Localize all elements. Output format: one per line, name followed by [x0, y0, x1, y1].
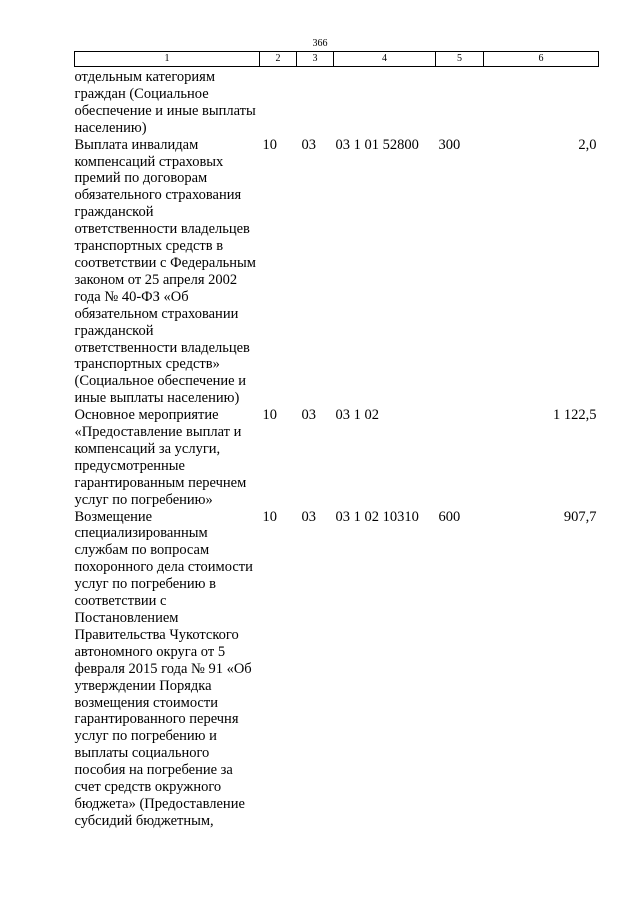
- row-expense-type: 300: [438, 136, 461, 153]
- row-subsection: 03: [301, 407, 316, 424]
- row-amount: 907,7: [563, 508, 597, 525]
- column-number-row: [75, 52, 599, 67]
- column-header-5: 5: [436, 52, 484, 67]
- budget-table: [74, 51, 599, 830]
- row-amount: 2,0: [578, 136, 597, 153]
- row-amount: 1 122,5: [553, 407, 597, 424]
- column-header-3: 3: [297, 52, 334, 67]
- row-section: 10: [262, 407, 277, 424]
- page-number: 366: [312, 38, 328, 49]
- table-row: [75, 137, 599, 408]
- row-target-article: 03 1 01 52800: [335, 136, 419, 153]
- row-target-article: [334, 67, 436, 137]
- row-section: 10: [262, 508, 277, 525]
- row-subsection: 03: [301, 508, 316, 525]
- row-section: [260, 67, 297, 137]
- row-target-article: 03 1 02: [335, 407, 379, 424]
- row-subsection: [297, 67, 334, 137]
- table-row: [75, 509, 599, 830]
- row-expense-type: [436, 67, 484, 137]
- column-header-4: 4: [334, 52, 436, 67]
- row-name: Выплата инвалидам компенсаций страховых премий по договорам обязательного страхования гражданской ответственности владельцев транспортных средств в соответствии с Федеральным законом от 25 апреля 2002 года № 40-ФЗ «Об обязательном страховании гражданской ответственности владельцев транспортных средств» (Социальное обеспечение и иные выплаты населению): [74, 136, 256, 407]
- row-expense-type: 600: [438, 508, 461, 525]
- table-row: [75, 407, 599, 508]
- row-name: Возмещение специализированным службам по вопросам похоронного дела стоимости услуг по погребению в соответствии с Постановлением Правительства Чукотского автономного округа от 5 февраля 2015 года № 91 «Об утверждении Порядка возмещения стоимости гарантированного перечня услуг по погребению и выплаты социального пособия на погребение за счет средств окружного бюджета» (Предоставление субсидий бюджетным,: [74, 508, 253, 829]
- column-header-6: 6: [484, 52, 599, 67]
- row-amount: [484, 67, 599, 137]
- column-header-1: 1: [75, 52, 260, 67]
- row-target-article: 03 1 02 10310: [335, 508, 419, 525]
- row-subsection: 03: [301, 136, 316, 153]
- row-section: 10: [262, 136, 277, 153]
- row-name: отдельным категориям граждан (Социальное обеспечение и иные выплаты населению): [74, 69, 256, 136]
- row-name: Основное мероприятие «Предоставление выплат и компенсаций за услуги, предусмотренные гарантированным перечнем услуг по погребению»: [74, 407, 247, 508]
- table-row: [75, 67, 599, 137]
- row-expense-type: [436, 407, 484, 508]
- column-header-2: 2: [260, 52, 297, 67]
